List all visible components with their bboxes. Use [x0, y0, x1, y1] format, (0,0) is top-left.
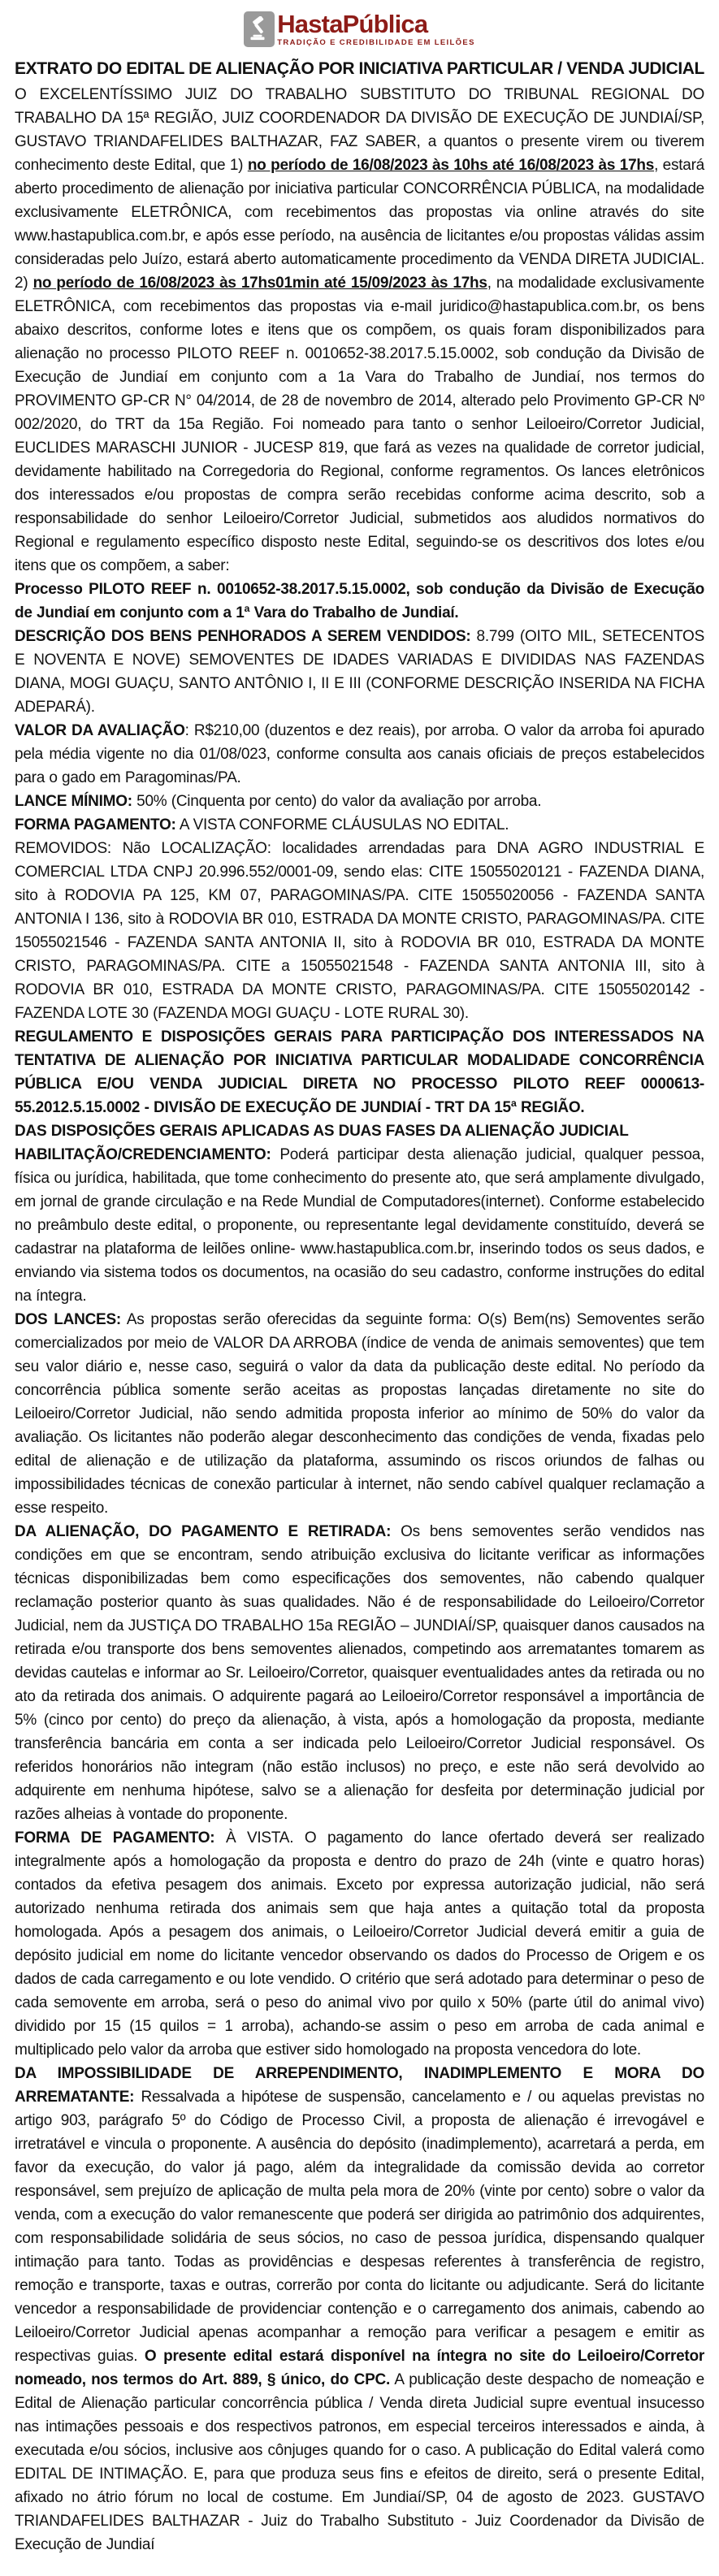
edital-text-bold: LANCE MÍNIMO:: [15, 793, 132, 810]
edital-text-bold: DESCRIÇÃO DOS BENS PENHORADOS A SEREM VENDIDOS:: [15, 628, 471, 645]
edital-paragraph: [15, 1143, 704, 1308]
brand-tagline: TRADIÇÃO E CREDIBILIDADE EM LEILÕES: [277, 38, 475, 47]
edital-text: , estará aberto procedimento de alienação por iniciativa particular CONCORRÊNCIA PÚBLICA, na modalidade exclusivamente ELETRÔNICA, com recebimentos das propostas via online através do site www.hastapublica.com.br, e após esse período, na ausência de licitantes e/ou propostas válidas assim consideradas pelo Juízo, estará aberto automaticamente procedimento da VENDA DIRETA JUDICIAL. 2): [15, 157, 704, 292]
gavel-icon: [244, 11, 275, 47]
edital-text: O EXCELENTÍSSIMO JUIZ DO TRABALHO SUBSTITUTO DO TRIBUNAL REGIONAL DO TRABALHO DA 15ª REGIÃO, JUIZ COORDENADOR DA DIVISÃO DE EXECUÇÃO DE JUNDIAÍ/SP, GUSTAVO TRIANDAFELIDES BALTHAZAR, FAZ SABER, a quantos o presente virem ou tiverem conhecimento deste Edital, que 1): [15, 86, 704, 174]
edital-text-bold: REGULAMENTO E DISPOSIÇÕES GERAIS PARA PARTICIPAÇÃO DOS INTERESSADOS NA TENTATIVA DE ALIENAÇÃO POR INICIATIVA PARTICULAR MODALIDADE CONCORRÊNCIA PÚBLICA E/OU VENDA JUDICIAL DIRETA NO PROCESSO PILOTO REEF 0000613-55.2012.5.15.0002 - DIVISÃO DE EXECUÇÃO DE JUNDIAÍ - TRT DA 15ª REGIÃO.: [15, 1028, 704, 1116]
edital-text-bold: HABILITAÇÃO/CREDENCIAMENTO:: [15, 1146, 271, 1163]
edital-text: REMOVIDOS: Não LOCALIZAÇÃO: localidades arrendadas para DNA AGRO INDUSTRIAL E COMERCIAL LTDA CNPJ 20.996.552/0001-09, sendo elas: CITE 15055020121 - FAZENDA DIANA, sito à RODOVIA PA 125, KM 07, PARAGOMINAS/PA. CITE 15055020056 - FAZENDA SANTA ANTONIA I 136, sito à RODOVIA BR 010, ESTRADA DA MONTE CRISTO, PARAGOMINAS/PA. CITE 15055021546 - FAZENDA SANTA ANTONIA II, sito à RODOVIA BR 010, ESTRADA DA MONTE CRISTO, PARAGOMINAS/PA. CITE a 15055021548 - FAZENDA SANTA ANTONIA III, sito à RODOVIA BR 010, ESTRADA DA MONTE CRISTO, PARAGOMINAS/PA. CITE 15055020142 - FAZENDA LOTE 30 (FAZENDA MOGI GUAÇU - LOTE RURAL 30).: [15, 840, 704, 1022]
brand-block: [277, 11, 475, 47]
edital-paragraph: [15, 1520, 704, 1826]
edital-text-bold: no período de 16/08/2023 às 17hs01min até 15/09/2023 às 17hs: [32, 275, 487, 292]
edital-paragraph: [15, 837, 704, 1025]
edital-text: As propostas serão oferecidas da seguinte forma: O(s) Bem(ns) Semoventes serão comercializados por meio de VALOR DA ARROBA (índice de venda de animais semoventes) que tem seu valor diário e, nesse caso, seguirá o valor da data da publicação deste edital. No período da concorrência pública somente serão aceitas as propostas lançadas diretamente no site do Leiloeiro/Corretor Judicial, não sendo admitida proposta inferior ao mínimo de 50% do valor da avaliação. Os licitantes não poderão alegar desconhecimento das condições de venda, fixadas pelo edital de alienação e de utilização da plataforma, assumindo os riscos oriundos de falhas ou impossibilidades técnicas de conexão particular à internet, não sendo cabível qualquer reclamação a esse respeito.: [15, 1311, 704, 1517]
edital-paragraph: [15, 719, 704, 790]
edital-text-bold: DA IMPOSSIBILIDADE DE ARREPENDIMENTO, INADIMPLEMENTO E MORA DO ARREMATANTE:: [15, 2065, 704, 2106]
document-title: EXTRATO DO EDITAL DE ALIENAÇÃO POR INICIATIVA PARTICULAR / VENDA JUDICIAL: [15, 59, 704, 78]
edital-paragraph: [15, 83, 704, 578]
edital-text-bold: VALOR DA AVALIAÇÃO: [15, 722, 185, 739]
edital-paragraph: [15, 578, 704, 625]
edital-paragraph: [15, 1119, 704, 1143]
edital-text: , na modalidade exclusivamente ELETRÔNICA, com recebimentos das propostas via e-mail juridico@hastapublica.com.br, os bens abaixo descritos, conforme lotes e itens que os compõem, os quais foram disponibilizados para alienação no processo PILOTO REEF n. 0010652-38.2017.5.15.0002, sob condução da Divisão de Execução de Jundiaí em conjunto com a 1a Vara do Trabalho de Jundiaí, nos termos do PROVIMENTO GP-CR N° 04/2014, de 28 de novembro de 2014, alterado pelo Provimento GP-CR Nº 002/2020, do TRT da 15a Região. Foi nomeado para tanto o senhor Leiloeiro/Corretor Judicial, EUCLIDES MARASCHI JUNIOR - JUCESP 819, que fará as vezes na qualidade de corretor judicial, devidamente habilitado na Corregedoria do Regional, conforme regramentos. Os lances eletrônicos dos interessados e/ou propostas de compra serão recebidas conforme acima descrito, sob a responsabilidade do senhor Leiloeiro/Corretor Judicial, submetidos aos aludidos normativos do Regional e regulamento específico disposto neste Edital, seguindo-se os descritivos dos lotes e/ou itens que os compõem, a saber:: [15, 275, 704, 574]
edital-text-bold: DOS LANCES:: [15, 1311, 121, 1328]
edital-paragraph: [15, 2062, 704, 2557]
edital-text: : R$210,00 (duzentos e dez reais), por arroba. O valor da arroba foi apurado pela média vigente no dia 01/08/023, conforme consulta aos canais oficiais de preços estabelecidos para o gado em Paragominas/PA.: [15, 722, 705, 786]
edital-paragraph: [15, 1308, 704, 1520]
edital-text: A VISTA CONFORME CLÁUSULAS NO EDITAL.: [175, 816, 509, 833]
edital-text-bold: DA ALIENAÇÃO, DO PAGAMENTO E RETIRADA:: [15, 1523, 392, 1540]
edital-paragraph: [15, 625, 704, 719]
edital-text-bold: no período de 16/08/2023 às 10hs até 16/08/2023 às 17hs: [247, 157, 655, 174]
edital-text-bold: O presente edital estará disponível na íntegra no site do Leiloeiro/Corretor nomeado, nos termos do Art. 889, § único, do CPC.: [15, 2348, 704, 2388]
edital-text: À VISTA. O pagamento do lance ofertado deverá ser realizado integralmente após a homologação da proposta e dentro do prazo de 24h (vinte e quatro horas) contados da efetiva pesagem dos animais. Exceto por expressa autorização judicial, não será autorizado nenhuma retirada dos animais sem que haja antes a quitação total da proposta homologada. Após a pesagem dos animais, o Leiloeiro/Corretor Judicial deverá emitir a guia de depósito judicial em nome do licitante vencedor observando os dados do Processo de Origem e os dados de cada carregamento e ou lote vendido. O critério que será adotado para determinar o peso de cada semovente em arroba, será o peso do animal vivo por quilo x 50% (parte útil do animal vivo) dividido por 15 (15 quilos = 1 arroba), achando-se assim o peso em arroba de cada animal e multiplicado pelo valor da arroba que estiver sido homologado na proposta vencedora do lote.: [15, 1829, 704, 2059]
edital-text: Os bens semoventes serão vendidos nas condições em que se encontram, sendo atribuição exclusiva do licitante verificar as informações técnicas disponibilizadas bem como especificações dos semoventes, não cabendo qualquer reclamação posterior quanto às suas qualidades. Não é de responsabilidade do Leiloeiro/Corretor Judicial, nem da JUSTIÇA DO TRABALHO 15a REGIÃO – JUNDIAÍ/SP, quaisquer danos causados na retirada e/ou transporte dos bens semoventes alienados, competindo aos arrematantes tomarem as devidas cautelas e informar ao Sr. Leiloeiro/Corretor, quaisquer eventualidades antes da retirada ou no ato da retirada dos animais. O adquirente pagará ao Leiloeiro/Corretor responsável a importância de 5% (cinco por cento) do preço da alienação, à vista, após a homologação da proposta, mediante transferência bancária em conta a ser indicada pelo Leiloeiro/Corretor Judicial responsável. Os referidos honorários não integram (não estão inclusos) no preço, e este não será devolvido ao adquirente em nenhuma hipótese, salvo se a alienação for desfeita por determinação judicial por razões alheias à vontade do proponente.: [15, 1523, 704, 1823]
edital-text: Poderá participar desta alienação judicial, qualquer pessoa, física ou jurídica, habilitada, que tome conhecimento do presente ato, que será amplamente divulgado, em jornal de grande circulação e na Rede Mundial de Computadores(internet). Conforme estabelecido no preâmbulo deste edital, o proponente, ou representante legal devidamente constituído, deverá se cadastrar na plataforma de leilões online- www.hastapublica.com.br, inserindo todos os seus dados, e enviando via sistema todos os documentos, na ocasião do seu cadastro, conforme instruções do edital na íntegra.: [15, 1146, 704, 1305]
edital-text-bold: FORMA DE PAGAMENTO:: [15, 1829, 215, 1846]
edital-text-bold: Processo PILOTO REEF n. 0010652-38.2017.5.15.0002, sob condução da Divisão de Execução de Jundiaí em conjunto com a 1ª Vara do Trabalho de Jundiaí.: [15, 581, 704, 621]
edital-text: A publicação deste despacho de nomeação e Edital de Alienação particular concorrência pública / Venda direta Judicial supre eventual insucesso nas intimações pessoais e dos respectivos patronos, em especial terceiros interessados e ainda, à executada e/ou sócios, inclusive aos cônjuges quando for o caso. A publicação do Edital valerá como EDITAL DE INTIMAÇÃO. E, para que produza seus fins e efeitos de direito, será o presente Edital, afixado no átrio fórum no local de costume. Em Jundiaí/SP, 04 de agosto de 2023. GUSTAVO TRIANDAFELIDES BALTHAZAR - Juiz do Trabalho Substituto - Juiz Coordenador da Divisão de Execução de Jundiaí: [15, 2371, 704, 2553]
brand-name: HastaPública: [277, 10, 428, 38]
edital-text: 50% (Cinquenta por cento) do valor da avaliação por arroba.: [132, 793, 542, 810]
edital-paragraph: [15, 790, 704, 813]
edital-paragraph: [15, 813, 704, 837]
edital-text: Ressalvada a hipótese de suspensão, cancelamento e / ou aquelas previstas no artigo 903, parágrafo 5º do Código de Processo Civil, a proposta de alienação é irrevogável e irretratável e vincula o proponente. A ausência do depósito (inadimplemento), acarretará a perda, em favor da execução, do valor já pago, além da integralidade da comissão devida ao corretor responsável, sem prejuízo de aplicação de multa pela mora de 20% (vinte por cento) sobre o valor da venda, com a execução do valor remanescente que poderá ser dirigida ao patrimônio dos adquirentes, com responsabilidade solidária de seus sócios, no caso de pessoa jurídica, dispensando qualquer intimação para tanto. Todas as providências e despesas referentes à transferência de registro, remoção e transporte, taxas e outras, correrão por conta do licitante ou adjudicante. Será do licitante vencedor a responsabilidade de providenciar contenção e o carregamento dos animais, cabendo ao Leiloeiro/Corretor Judicial apenas acompanhar a remoção para verificar a pesagem e emitir as respectivas guias.: [15, 2089, 704, 2365]
edital-paragraph: [15, 1826, 704, 2062]
edital-body: [15, 83, 704, 2557]
edital-text-bold: FORMA PAGAMENTO:: [15, 816, 176, 833]
edital-text: 8.799 (OITO MIL, SETECENTOS E NOVENTA E NOVE) SEMOVENTES DE IDADES VARIADAS E DIVIDIDAS NAS FAZENDAS DIANA, MOGI GUAÇU, SANTO ANTÔNIO I, II E III (CONFORME DESCRIÇÃO INSERIDA NA FICHA ADEPARÁ).: [15, 628, 704, 716]
edital-paragraph: [15, 1025, 704, 1119]
hastapublica-logo: [15, 10, 704, 50]
edital-text-bold: DAS DISPOSIÇÕES GERAIS APLICADAS AS DUAS FASES DA ALIENAÇÃO JUDICIAL: [15, 1123, 629, 1140]
